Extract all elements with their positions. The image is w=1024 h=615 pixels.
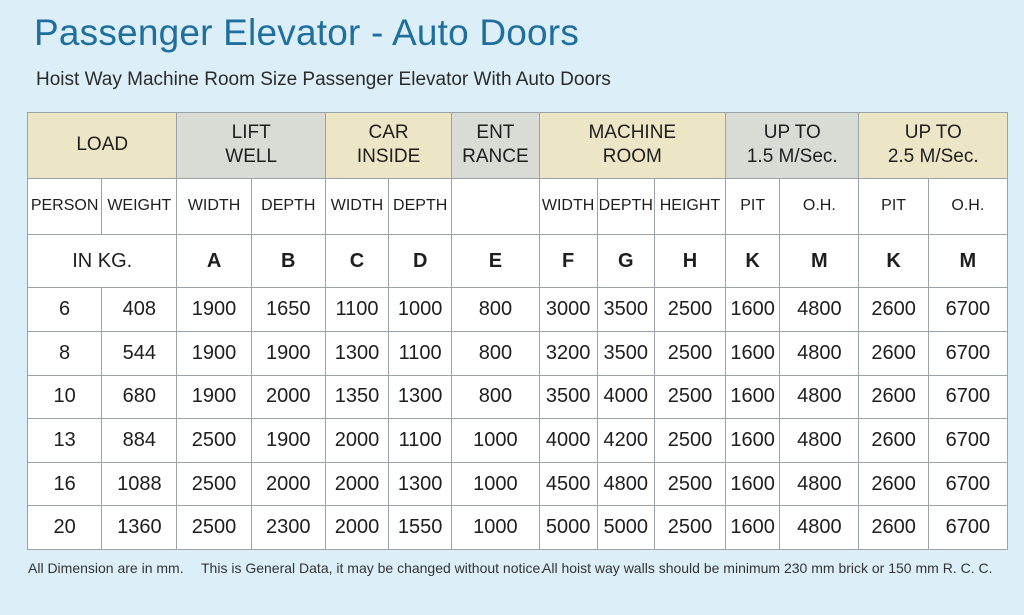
dimension-letter: H <box>654 234 725 288</box>
table-cell: 2600 <box>859 375 928 419</box>
table-cell: 2000 <box>251 462 325 506</box>
table-cell: 2500 <box>177 419 251 463</box>
table-cell: 1900 <box>177 375 251 419</box>
table-cell: 800 <box>452 375 539 419</box>
subheader-cell: DEPTH <box>597 178 654 234</box>
subheader-cell: WIDTH <box>539 178 597 234</box>
table-cell: 1900 <box>251 419 325 463</box>
subheader-cell: WIDTH <box>177 178 251 234</box>
table-cell: 4000 <box>539 419 597 463</box>
elevator-spec-table <box>27 112 1008 550</box>
table-cell: 1000 <box>452 462 539 506</box>
table-cell: 1600 <box>726 506 780 550</box>
table-cell: 1100 <box>389 332 452 376</box>
group-header-row <box>28 113 1008 179</box>
header-car-inside: CAR INSIDE <box>325 113 451 179</box>
table-row <box>28 288 1008 332</box>
dimension-letter: D <box>389 234 452 288</box>
table-row <box>28 332 1008 376</box>
table-cell: 6700 <box>928 375 1007 419</box>
table-cell: 4800 <box>780 375 859 419</box>
table-cell: 1650 <box>251 288 325 332</box>
dimension-letter: M <box>780 234 859 288</box>
subheader-cell: HEIGHT <box>654 178 725 234</box>
subheader-cell: WIDTH <box>325 178 388 234</box>
subheader-cell: DEPTH <box>251 178 325 234</box>
table-cell: 1100 <box>325 288 388 332</box>
table-cell: 2600 <box>859 506 928 550</box>
table-cell: 2500 <box>654 288 725 332</box>
table-cell: 5000 <box>597 506 654 550</box>
page-title: Passenger Elevator - Auto Doors <box>34 12 580 53</box>
table-cell: 2600 <box>859 462 928 506</box>
subheader-cell <box>452 178 539 234</box>
table-cell: 2000 <box>325 506 388 550</box>
dimension-letter: K <box>726 234 780 288</box>
subheader-cell: PIT <box>726 178 780 234</box>
dimension-letter: B <box>251 234 325 288</box>
table-cell: 6700 <box>928 462 1007 506</box>
table-cell: 4500 <box>539 462 597 506</box>
table-cell: 16 <box>28 462 102 506</box>
table-cell: 1600 <box>726 332 780 376</box>
table-cell: 1900 <box>251 332 325 376</box>
table-cell: 3000 <box>539 288 597 332</box>
table-cell: 2600 <box>859 288 928 332</box>
table-cell: 1550 <box>389 506 452 550</box>
subheader-row <box>28 178 1008 234</box>
table-cell: 1350 <box>325 375 388 419</box>
table-cell: 4800 <box>780 462 859 506</box>
table-cell: 1900 <box>177 288 251 332</box>
table-cell: 1000 <box>452 506 539 550</box>
table-cell: 20 <box>28 506 102 550</box>
table-cell: 408 <box>102 288 177 332</box>
subheader-cell: O.H. <box>780 178 859 234</box>
unit-label: IN KG. <box>28 234 177 288</box>
page-subtitle: Hoist Way Machine Room Size Passenger Elevator With Auto Doors <box>36 69 611 90</box>
table-cell: 2500 <box>654 462 725 506</box>
table-cell: 4800 <box>597 462 654 506</box>
footnote-units: All Dimension are in mm. <box>28 560 184 576</box>
table-cell: 6700 <box>928 506 1007 550</box>
table-body <box>28 288 1008 550</box>
header-upto-1-5: UP TO 1.5 M/Sec. <box>726 113 859 179</box>
dimension-letter-row <box>28 234 1008 288</box>
table-cell: 8 <box>28 332 102 376</box>
table-cell: 4000 <box>597 375 654 419</box>
table-cell: 2500 <box>654 419 725 463</box>
table-cell: 1300 <box>389 462 452 506</box>
table-row <box>28 419 1008 463</box>
table-cell: 6700 <box>928 288 1007 332</box>
table-cell: 10 <box>28 375 102 419</box>
dimension-letter: K <box>859 234 928 288</box>
footnote-general-data: This is General Data, it may be changed without notice. <box>201 560 545 576</box>
table-cell: 1000 <box>452 419 539 463</box>
table-cell: 2000 <box>251 375 325 419</box>
subheader-cell: DEPTH <box>389 178 452 234</box>
header-lift-well: LIFT WELL <box>177 113 325 179</box>
table-cell: 1360 <box>102 506 177 550</box>
table-cell: 1900 <box>177 332 251 376</box>
table-row <box>28 506 1008 550</box>
table-cell: 4800 <box>780 506 859 550</box>
header-load: LOAD <box>28 113 177 179</box>
table-cell: 2500 <box>177 506 251 550</box>
footnote-hoist-walls: All hoist way walls should be minimum 230 mm brick or 150 mm R. C. C. <box>542 560 993 576</box>
dimension-letter: M <box>928 234 1007 288</box>
table-cell: 1000 <box>389 288 452 332</box>
table-cell: 2500 <box>654 506 725 550</box>
dimension-letter: F <box>539 234 597 288</box>
table-cell: 2600 <box>859 332 928 376</box>
dimension-letter: A <box>177 234 251 288</box>
table-cell: 1600 <box>726 375 780 419</box>
subheader-cell: PIT <box>859 178 928 234</box>
header-upto-2-5: UP TO 2.5 M/Sec. <box>859 113 1008 179</box>
table-cell: 4200 <box>597 419 654 463</box>
subheader-cell: PERSON <box>28 178 102 234</box>
table-cell: 3500 <box>539 375 597 419</box>
table-cell: 5000 <box>539 506 597 550</box>
table-cell: 6700 <box>928 332 1007 376</box>
header-entrance: ENT RANCE <box>452 113 539 179</box>
table-cell: 2600 <box>859 419 928 463</box>
table-cell: 4800 <box>780 288 859 332</box>
table-cell: 2500 <box>654 332 725 376</box>
dimension-letter: E <box>452 234 539 288</box>
table-cell: 800 <box>452 332 539 376</box>
table-row <box>28 462 1008 506</box>
table-cell: 3500 <box>597 332 654 376</box>
table-cell: 13 <box>28 419 102 463</box>
table-cell: 1600 <box>726 462 780 506</box>
subheader-cell: O.H. <box>928 178 1007 234</box>
table-cell: 2000 <box>325 419 388 463</box>
table-cell: 1300 <box>325 332 388 376</box>
table-cell: 544 <box>102 332 177 376</box>
table-cell: 2500 <box>654 375 725 419</box>
table-cell: 3500 <box>597 288 654 332</box>
table-cell: 1100 <box>389 419 452 463</box>
table-cell: 800 <box>452 288 539 332</box>
table-cell: 1600 <box>726 288 780 332</box>
table-cell: 4800 <box>780 419 859 463</box>
table-cell: 680 <box>102 375 177 419</box>
dimension-letter: G <box>597 234 654 288</box>
table-cell: 6 <box>28 288 102 332</box>
table-cell: 2300 <box>251 506 325 550</box>
table-cell: 3200 <box>539 332 597 376</box>
dimension-letter: C <box>325 234 388 288</box>
table-cell: 4800 <box>780 332 859 376</box>
table-cell: 1088 <box>102 462 177 506</box>
header-machine-room: MACHINE ROOM <box>539 113 726 179</box>
table-cell: 884 <box>102 419 177 463</box>
table-cell: 2500 <box>177 462 251 506</box>
table-cell: 2000 <box>325 462 388 506</box>
subheader-cell: WEIGHT <box>102 178 177 234</box>
table-cell: 6700 <box>928 419 1007 463</box>
table-cell: 1600 <box>726 419 780 463</box>
table-cell: 1300 <box>389 375 452 419</box>
table-row <box>28 375 1008 419</box>
